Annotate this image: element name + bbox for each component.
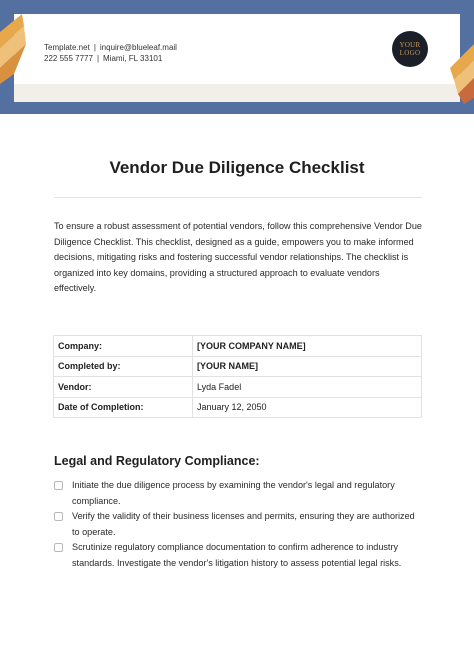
header-strip <box>14 84 460 102</box>
table-row <box>54 336 422 357</box>
intro-paragraph: To ensure a robust assessment of potential vendors, follow this comprehensive Vendor Due Diligence Checklist. This checklist, designed as a guide, empowers you to make informed decisions, mitigating risks and fostering successful vendor relationships. The checklist is organized into key domains, providing a structured approach to evaluate vendors effectively. <box>54 221 422 294</box>
table-value: [YOUR COMPANY NAME] <box>193 336 422 357</box>
list-item <box>54 478 424 509</box>
phone-text: 222 555 7777 <box>44 54 93 63</box>
document-title: Vendor Due Diligence Checklist <box>109 158 365 177</box>
table-value: January 12, 2050 <box>193 397 422 418</box>
checkbox[interactable] <box>54 512 63 521</box>
list-item-text: Initiate the due diligence process by examining the vendor's legal and regulatory compliance. <box>72 480 395 506</box>
checkbox[interactable] <box>54 481 63 490</box>
logo-text: YOUR LOGO <box>399 41 421 57</box>
checklist <box>54 478 424 571</box>
table-row <box>54 397 422 418</box>
email-text: inquire@blueleaf.mail <box>99 43 177 52</box>
list-item <box>54 509 424 540</box>
address-text: Miami, FL 33101 <box>103 54 163 63</box>
section-title: Legal and Regulatory Compliance: <box>54 454 260 468</box>
list-item <box>54 540 424 571</box>
table-row <box>54 356 422 377</box>
left-corner-accent <box>0 14 30 94</box>
checkbox[interactable] <box>54 543 63 552</box>
table-label: Vendor: <box>54 377 193 398</box>
right-corner-accent <box>444 44 474 106</box>
table-label: Completed by: <box>54 356 193 377</box>
title-divider <box>54 197 422 198</box>
table-value: [YOUR NAME] <box>193 356 422 377</box>
table-value: Lyda Fadel <box>193 377 422 398</box>
table-row <box>54 377 422 398</box>
company-logo <box>392 31 428 67</box>
list-item-text: Scrutinize regulatory compliance documentation to confirm adherence to industry standards. Investigate the vendor's litigation history to assess potential legal risks. <box>72 542 402 568</box>
contact-info: Template.net | inquire@blueleaf.mail 222 555 7777 | Miami, FL 33101 <box>44 43 177 63</box>
website-text: Template.net <box>44 43 90 52</box>
list-item-text: Verify the validity of their business licenses and permits, ensuring they are authorized to operate. <box>72 511 415 537</box>
info-table <box>53 335 422 418</box>
table-label: Date of Completion: <box>54 397 193 418</box>
table-label: Company: <box>54 336 193 357</box>
